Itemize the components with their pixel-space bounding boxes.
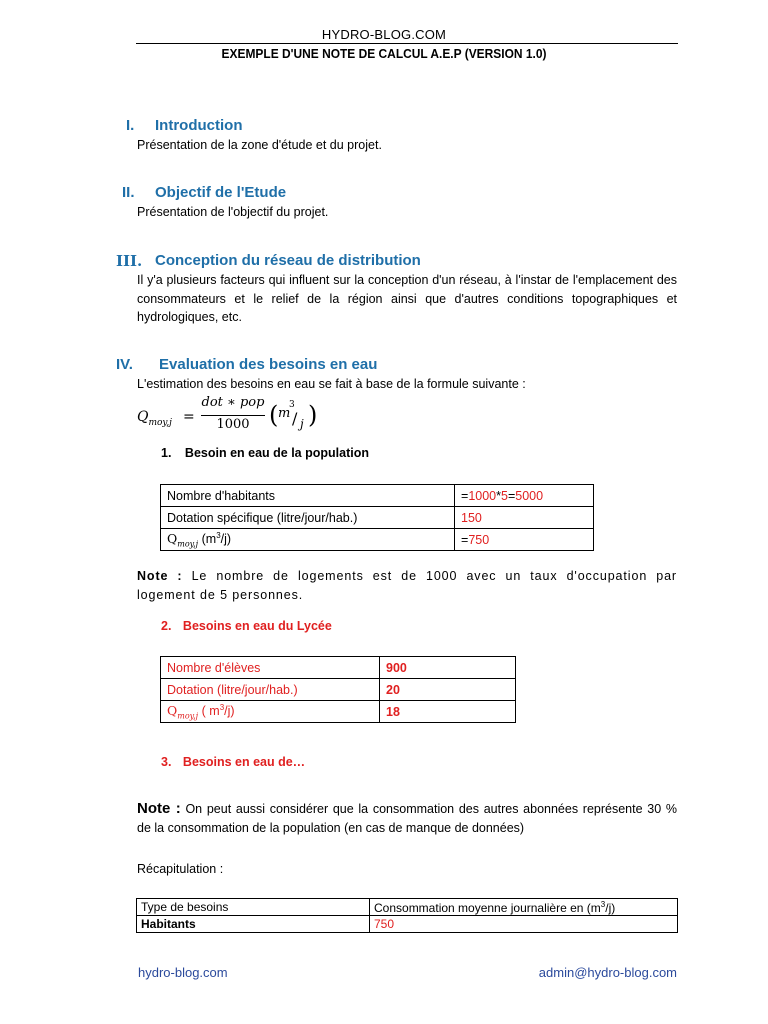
formula-slash: / (292, 409, 298, 428)
section-title: Evaluation des besoins en eau (159, 356, 378, 373)
section-body-evaluation: L'estimation des besoins en eau se fait à base de la formule suivante : (137, 377, 526, 391)
value-prefix: = (461, 488, 469, 503)
formula-equals: = (183, 409, 195, 425)
table-cell-label: Habitants (137, 916, 370, 933)
note-text: Le nombre de logements est de 1000 avec un taux d'occupation par logement de 5 personnes. (137, 569, 677, 602)
formula-numerator: dot ∗ pop (201, 395, 265, 410)
section-body-introduction: Présentation de la zone d'étude et du projet. (137, 138, 382, 152)
section-body-objectif: Présentation de l'objectif du projet. (137, 205, 329, 219)
note-label: Note : (137, 569, 183, 583)
section-title: Conception du réseau de distribution (155, 252, 421, 269)
note-logements (137, 567, 677, 604)
section-title: Introduction (155, 117, 243, 134)
subsection-heading-autres (161, 755, 305, 769)
value-operator: * (496, 488, 501, 503)
table-cell-label: Nombre d'habitants (161, 485, 455, 507)
formula-open-paren: ( (269, 401, 279, 429)
q-subscript: moy,j (177, 539, 199, 549)
section-body-conception: Il y'a plusieurs facteurs qui influent sur la conception d'un réseau, à l'instar de l'emplacement des consommateurs et le relief de la région ainsi que d'autres conditions topographiques et hydrologiques, etc. (137, 273, 677, 324)
unit-text: (m (201, 531, 217, 546)
value-number: 1000 (468, 488, 497, 503)
site-name: HYDRO-BLOG.COM (321, 27, 447, 42)
formula-close-paren: ) (308, 401, 318, 429)
subsection-number: 2. (161, 619, 172, 633)
unit-text-end: /j) (224, 703, 235, 718)
q-symbol: Q (167, 702, 178, 718)
table-cell-value: 750 (370, 916, 678, 933)
formula-denominator: 1000 (216, 417, 250, 432)
formula (137, 395, 337, 439)
table-lycee (160, 656, 516, 723)
section-number: IV. (116, 356, 133, 373)
table-cell-value (455, 485, 594, 507)
unit-text: (m (586, 900, 601, 915)
table-cell-label: Nombre d'élèves (161, 657, 380, 679)
unit-exponent: 3 (216, 530, 221, 540)
table-cell-label (161, 529, 455, 551)
formula-subscript: moy,j (148, 417, 172, 428)
value-result: 5000 (515, 488, 544, 503)
table-cell-value: 900 (380, 657, 516, 679)
section-title: Objectif de l'Etude (155, 184, 287, 201)
table-row (137, 916, 678, 933)
q-subscript: moy,j (177, 711, 199, 721)
table-row (161, 679, 516, 701)
subsection-heading-lycee (161, 619, 332, 633)
subsection-number: 1. (161, 446, 172, 460)
unit-exponent: 3 (600, 899, 606, 909)
table-cell-value: 20 (380, 679, 516, 701)
q-symbol: Q (167, 530, 178, 546)
section-number: III. (116, 252, 143, 270)
note-text: On peut aussi considérer que la consommation des autres abonnées représente 30 % de la consommation de la population (en cas de manque de données) (137, 802, 677, 835)
recap-label: Récapitulation : (137, 862, 224, 876)
table-row (137, 899, 678, 916)
table-header-type: Type de besoins (137, 899, 370, 916)
formula-fraction-bar (201, 415, 265, 416)
unit-text-end: /j) (220, 531, 232, 546)
section-number: I. (126, 117, 135, 134)
formula-unit-j: j (300, 417, 304, 431)
table-header-consommation (370, 899, 678, 916)
table-cell-label (161, 701, 380, 723)
table-row (161, 485, 594, 507)
value-prefix: = (461, 532, 469, 547)
subsection-number: 3. (161, 755, 172, 769)
value-number: 750 (468, 532, 490, 547)
table-cell-value: 150 (455, 507, 594, 529)
header-rule (136, 43, 678, 44)
table-row (161, 529, 594, 551)
subsection-title: Besoins en eau de… (182, 755, 306, 769)
table-cell-value (455, 529, 594, 551)
note-autres-abonnes (137, 800, 677, 837)
formula-unit-exp: 3 (289, 400, 295, 410)
value-number: 5 (501, 488, 508, 503)
subsection-title: Besoins en eau du Lycée (182, 619, 332, 633)
unit-exponent: 3 (219, 702, 225, 712)
table-cell-value: 18 (380, 701, 516, 723)
unit-text: ( m (201, 703, 220, 718)
table-row (161, 507, 594, 529)
header-text: Consommation moyenne journalière en (374, 900, 584, 915)
table-row (161, 701, 516, 723)
formula-q: Q (137, 409, 149, 425)
formula-unit-m: m (278, 406, 291, 421)
table-population (160, 484, 594, 551)
value-equals: = (507, 488, 516, 503)
footer-email[interactable]: admin@hydro-blog.com (538, 965, 677, 980)
table-recap (136, 898, 678, 933)
document-title: EXEMPLE D'UNE NOTE DE CALCUL A.E.P (VERSION 1.0) (221, 46, 547, 61)
subsection-heading-population (161, 446, 369, 460)
footer-website[interactable]: hydro-blog.com (138, 965, 228, 980)
section-number: II. (122, 184, 135, 201)
unit-text-end: /j) (605, 900, 616, 915)
note-label: Note : (137, 800, 181, 817)
subsection-title: Besoin en eau de la population (184, 446, 369, 460)
table-row (161, 657, 516, 679)
table-cell-label: Dotation spécifique (litre/jour/hab.) (161, 507, 455, 529)
table-cell-label: Dotation (litre/jour/hab.) (161, 679, 380, 701)
